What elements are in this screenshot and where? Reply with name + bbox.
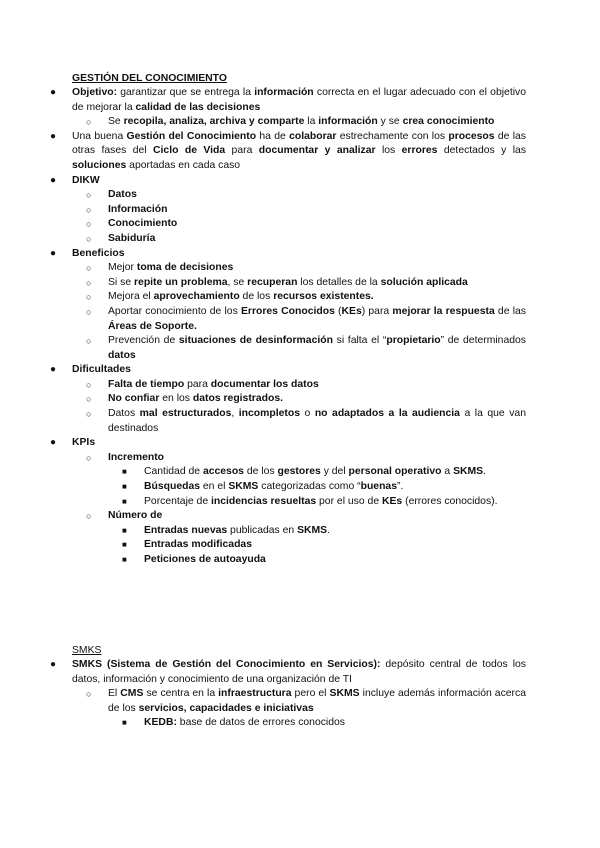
list-item xyxy=(36,658,526,687)
list-item xyxy=(36,276,526,291)
text: Prevención de xyxy=(108,335,179,347)
list-item xyxy=(36,716,526,731)
list-item xyxy=(36,305,526,334)
bullet-icon: ○ xyxy=(86,263,92,274)
text: ( xyxy=(334,305,342,317)
list-item xyxy=(36,480,526,495)
bold-text: toma de decisiones xyxy=(136,262,234,274)
bullet-icon: ○ xyxy=(86,219,92,230)
bold-text: crea conocimiento xyxy=(402,116,495,128)
list-item xyxy=(36,188,526,203)
list-item xyxy=(36,247,526,262)
bullet-icon: ● xyxy=(50,174,57,186)
bold-text: Ciclo de Vida xyxy=(153,145,226,157)
text: a la que van destinados xyxy=(108,408,526,434)
bold-text: KEs xyxy=(382,495,403,507)
list-item xyxy=(36,86,526,115)
bold-text: Sabiduría xyxy=(108,232,156,244)
bold-text: propietario xyxy=(386,335,441,347)
text: o xyxy=(300,408,315,420)
bold-text: SMKS (Sistema de Gestión del Conocimiento en Servicios): xyxy=(72,659,381,670)
bullet-icon: ■ xyxy=(122,540,127,550)
list-item xyxy=(36,290,526,305)
text: , se xyxy=(227,276,248,288)
text: pero el xyxy=(291,688,330,700)
text: y se xyxy=(377,116,403,128)
text: los detalles de la xyxy=(297,276,381,288)
bold-text: Gestión del Conocimiento xyxy=(126,130,257,142)
bold-text: Conocimiento xyxy=(108,218,178,230)
text: para xyxy=(225,145,259,157)
text: se centra en la xyxy=(143,688,219,700)
text: y del xyxy=(320,466,349,478)
bullet-icon: ■ xyxy=(122,496,127,506)
text: ha de xyxy=(256,130,290,142)
list-item xyxy=(36,407,526,436)
text: Aportar conocimiento de los xyxy=(108,305,241,317)
bold-text: Datos xyxy=(108,189,137,201)
bold-text: documentar los datos xyxy=(210,378,319,390)
text: categorizadas como “ xyxy=(258,481,361,493)
text: Se xyxy=(108,116,124,128)
bold-text: mal estructurados xyxy=(139,408,232,420)
section-heading-smks: SMKS xyxy=(72,645,102,656)
bold-text: No confiar xyxy=(108,393,160,405)
bullet-icon: ○ xyxy=(86,117,92,128)
text: base de datos de errores conocidos xyxy=(176,717,345,729)
list-item xyxy=(36,538,526,553)
text: de las otras fases del xyxy=(72,130,526,157)
bold-text: Entradas nuevas xyxy=(144,524,228,536)
text: Si se xyxy=(108,276,134,288)
bold-text: datos xyxy=(108,349,136,361)
bullet-icon: ○ xyxy=(86,336,92,347)
bold-text: recursos existentes. xyxy=(273,291,374,303)
text: Mejor xyxy=(108,262,137,274)
text: a xyxy=(441,466,454,478)
bold-text: situaciones de desinformación xyxy=(178,335,333,347)
text: Datos xyxy=(108,408,140,420)
bullet-icon: ○ xyxy=(86,190,92,201)
bold-text: información xyxy=(254,87,314,98)
bullet-icon: ● xyxy=(50,130,57,142)
text: Cantidad de xyxy=(144,466,203,478)
text: depósito central de todos los datos, información y conocimiento de una organización de TI xyxy=(72,659,526,685)
text: ” de determinados xyxy=(440,335,526,347)
list-item xyxy=(36,687,526,716)
section-list-smks xyxy=(36,658,526,731)
bold-text: SKMS xyxy=(297,524,328,536)
bullet-icon: ○ xyxy=(86,292,92,303)
bullet-icon: ○ xyxy=(86,409,92,420)
bullet-icon: ■ xyxy=(122,482,127,492)
bullet-icon: ■ xyxy=(122,467,127,477)
bold-text: solución aplicada xyxy=(380,276,468,288)
section-list-gestion xyxy=(36,86,526,568)
bold-text: calidad de las decisiones xyxy=(135,101,261,113)
bold-text: no adaptados a la audiencia xyxy=(314,408,460,420)
bold-text: KEDB: xyxy=(144,717,177,729)
list-item xyxy=(36,436,526,451)
text: , xyxy=(231,408,239,420)
bold-text: colaborar xyxy=(289,130,337,142)
bullet-icon: ○ xyxy=(86,379,92,390)
text: la xyxy=(304,116,319,128)
bold-text: incompletos xyxy=(238,408,300,420)
bold-text: recopila, analiza, archiva y comparte xyxy=(123,116,305,128)
bold-text: servicios, capacidades e iniciativas xyxy=(138,702,314,714)
text: los xyxy=(375,145,402,157)
text: de los xyxy=(243,466,278,478)
bullet-icon: ○ xyxy=(86,204,92,215)
bold-text: incidencias resueltas xyxy=(211,495,317,507)
bullet-icon: ■ xyxy=(122,718,127,728)
text: de las xyxy=(494,305,526,317)
list-item xyxy=(36,465,526,480)
bold-text: Errores Conocidos xyxy=(240,305,335,317)
text: ”. xyxy=(396,481,404,493)
bullet-icon: ○ xyxy=(86,277,92,288)
text: por el uso de xyxy=(316,495,382,507)
list-item xyxy=(36,509,526,524)
bullet-icon: ■ xyxy=(122,555,127,564)
text: estrechamente con los xyxy=(336,130,449,142)
text: para xyxy=(184,378,211,390)
bold-text: gestores xyxy=(277,466,321,478)
bullet-icon: ● xyxy=(50,364,57,376)
list-item xyxy=(36,553,526,568)
text: correcta en el lugar adecuado con el objetivo de mejorar la xyxy=(72,87,526,113)
bold-text: recuperan xyxy=(247,276,298,288)
list-item xyxy=(36,261,526,276)
text: si falta el “ xyxy=(332,335,387,347)
bold-text: Incremento xyxy=(108,451,165,463)
bold-text: Objetivo: xyxy=(72,87,118,98)
text: El xyxy=(108,688,121,700)
text: garantizar que se entrega la xyxy=(117,87,255,98)
list-item xyxy=(36,495,526,510)
list-item xyxy=(36,392,526,407)
list-item xyxy=(36,174,526,189)
bullet-icon: ■ xyxy=(122,525,127,535)
text: Porcentaje de xyxy=(144,495,212,507)
bullet-icon: ● xyxy=(50,247,57,259)
bold-text: Búsquedas xyxy=(144,481,201,493)
text: . xyxy=(483,466,486,478)
bold-text: buenas xyxy=(360,481,397,493)
bold-text: DIKW xyxy=(72,174,100,186)
bullet-icon: ○ xyxy=(86,689,92,700)
bullet-icon: ● xyxy=(50,437,57,449)
text: en el xyxy=(200,481,229,493)
bold-text: Dificultades xyxy=(72,364,131,376)
bold-text: errores xyxy=(401,145,438,157)
text: incluye además información acerca de los xyxy=(108,688,526,714)
bold-text: Entradas modificadas xyxy=(144,539,252,551)
text: en los xyxy=(159,393,193,405)
bold-text: SKMS xyxy=(453,466,484,478)
bullet-icon: ● xyxy=(50,659,57,670)
list-item xyxy=(36,217,526,232)
bullet-icon: ○ xyxy=(86,306,92,317)
list-item xyxy=(36,130,526,174)
bold-text: mejorar la respuesta xyxy=(392,305,495,317)
text: de los xyxy=(239,291,274,303)
bullet-icon: ○ xyxy=(86,233,92,244)
bold-text: repite un problema xyxy=(134,276,228,288)
bold-text: personal operativo xyxy=(348,466,442,478)
text: ) para xyxy=(361,305,393,317)
bullet-icon: ○ xyxy=(86,394,92,405)
bullet-icon: ○ xyxy=(86,452,92,463)
text: detectados y las xyxy=(437,145,527,157)
text: Mejora el xyxy=(108,291,154,303)
bullet-icon: ● xyxy=(50,87,57,98)
bold-text: infraestructura xyxy=(218,688,292,700)
bold-text: documentar y analizar xyxy=(258,145,376,157)
list-item xyxy=(36,203,526,218)
bold-text: datos registrados. xyxy=(192,393,283,405)
list-item xyxy=(36,232,526,247)
bold-text: KPIs xyxy=(72,437,96,449)
bold-text: SKMS xyxy=(228,481,259,493)
text: aportadas en cada caso xyxy=(126,159,241,171)
bold-text: procesos xyxy=(448,130,495,142)
bold-text: aprovechamiento xyxy=(153,291,240,303)
list-item xyxy=(36,334,526,363)
section-heading-gestion: GESTIÓN DEL CONOCIMIENTO xyxy=(72,73,227,84)
list-item xyxy=(36,524,526,539)
text: (errores conocidos). xyxy=(402,495,498,507)
bold-text: Beneficios xyxy=(72,247,125,259)
bold-text: KEs xyxy=(341,305,362,317)
bullet-icon: ○ xyxy=(86,511,92,522)
list-item xyxy=(36,363,526,378)
list-item xyxy=(36,115,526,130)
bold-text: Peticiones de autoayuda xyxy=(144,554,266,565)
text: Una buena xyxy=(72,130,127,142)
bold-text: soluciones xyxy=(72,159,127,171)
bold-text: Falta de tiempo xyxy=(108,378,185,390)
bold-text: Información xyxy=(108,203,168,215)
bold-text: SKMS xyxy=(329,688,360,700)
list-item xyxy=(36,451,526,466)
bold-text: Número de xyxy=(108,510,163,522)
text: publicadas en xyxy=(227,524,298,536)
bold-text: accesos xyxy=(202,466,244,478)
text: . xyxy=(327,524,330,536)
bold-text: CMS xyxy=(120,688,144,700)
bold-text: Áreas de Soporte. xyxy=(108,320,197,332)
bold-text: información xyxy=(318,116,378,128)
list-item xyxy=(36,378,526,393)
